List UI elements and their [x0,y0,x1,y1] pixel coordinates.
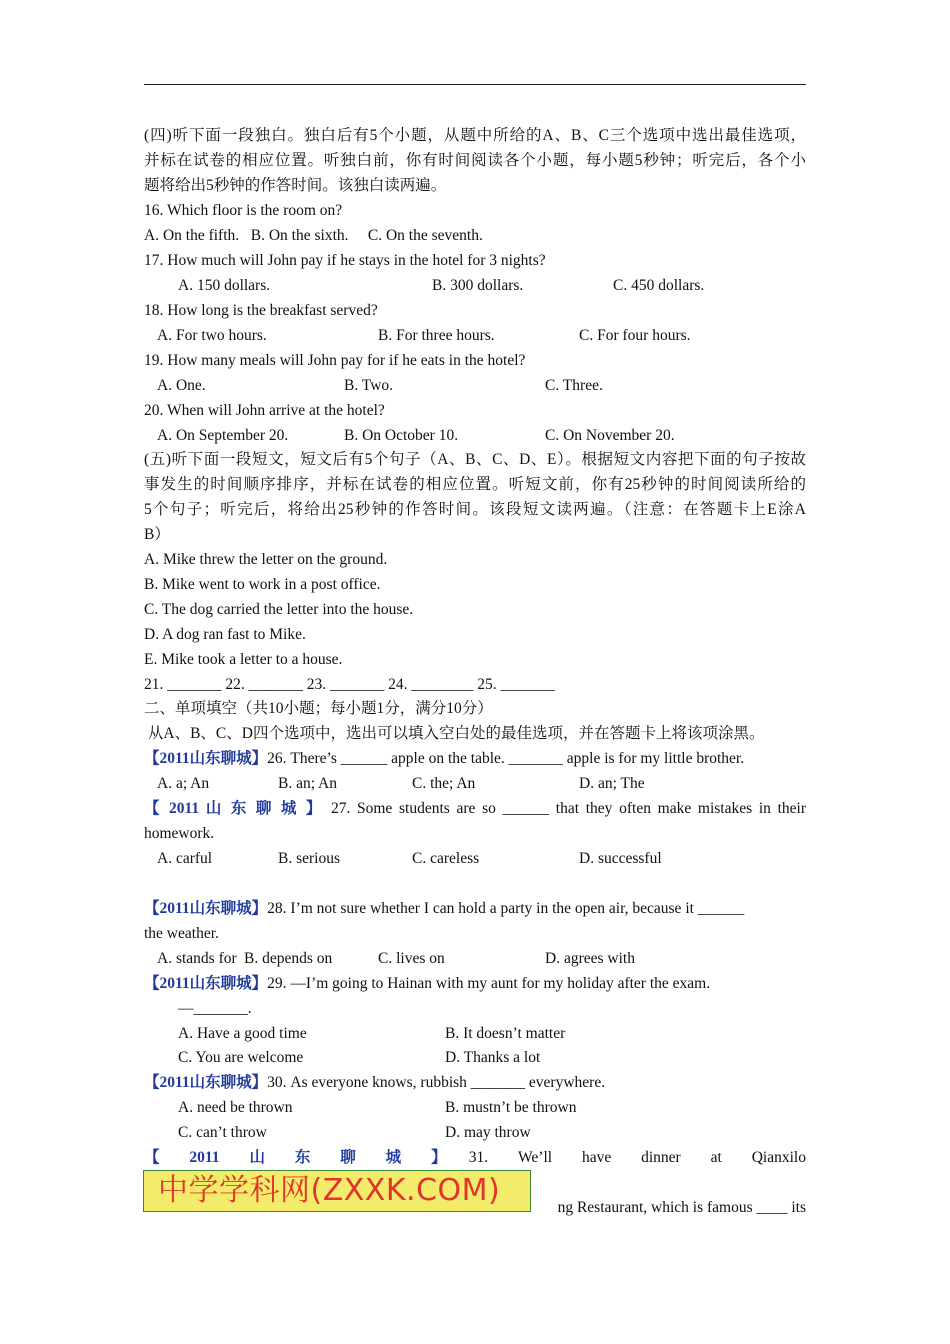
question-30-options-row1 [144,1095,806,1120]
question-20-options [144,423,806,448]
question-18-options [144,323,806,348]
option-b: B. It doesn’t matter [445,1025,566,1042]
source-tag: 【2011山东聊城】 [144,900,268,917]
question-19-stem: 19. How many meals will John pay for if he eats in the hotel? [144,352,526,369]
option-c: C. On November 20. [545,427,675,444]
question-28-stem [144,896,806,921]
header-rule [144,84,806,85]
source-tag: 【2011山东聊城】 [144,1074,268,1091]
sentence-b: B. Mike went to work in a post office. [144,576,381,593]
question-19-options [144,373,806,398]
question-26-stem [144,746,806,771]
sentence-c: C. The dog carried the letter into the house. [144,601,414,618]
source-tag: 【2011山东聊城】 [144,750,268,767]
option-a: A. carful [157,850,213,867]
sentence-e: E. Mike took a letter to a house. [144,651,343,668]
option-b: B. an; An [278,775,337,792]
source-tag: 【2011山东聊城】 [144,975,268,992]
source-tag: 【 2011 山 东 聊 城 】 [144,800,325,817]
question-27-options [144,846,806,871]
option-b: B. serious [278,850,340,867]
option-c: C. can’t throw [178,1124,267,1141]
question-16-stem: 16. Which floor is the room on? [144,202,343,219]
question-text: 26. There’s ______ apple on the table. _______ apple is for my little brother. [267,750,745,767]
option-b: B. depends on [244,950,333,967]
section4-instruction: 并标在试卷的相应位置。听独白前，你有时间阅读各个小题，每小题5秒钟；听完后，各个小 [144,152,806,169]
question-30-stem [144,1070,806,1095]
question-16-options: A. On the fifth. B. On the sixth. C. On the seventh. [144,227,483,244]
option-a: A. One. [157,377,206,394]
question-28-options [144,946,806,971]
zxxk-watermark-logo: 中学学科网(ZXXK.COM) [143,1170,531,1212]
question-29-stem-cont [144,996,806,1021]
option-d: D. may throw [445,1124,531,1141]
question-31-stem-cont: ng Restaurant, which is famous ____ its [557,1199,806,1216]
section5-instruction: 5个句子；听完后，将给出25秒钟的作答时间。该段短文读两遍。（注意：在答题卡上E涂A [144,501,806,518]
option-c: C. 450 dollars. [613,277,705,294]
dialogue-reply: —_______. [178,1000,252,1017]
question-29-options-row2 [144,1045,806,1070]
option-c: C. Three. [545,377,603,394]
question-28-stem-cont: the weather. [144,925,219,942]
answer-blanks: 21. _______ 22. _______ 23. _______ 24. ________ 25. _______ [144,676,555,693]
option-c: C. lives on [378,950,445,967]
source-tag: 【 2011 山 东 聊 城 】 [144,1149,447,1166]
part2-title: 二、单项填空（共10小题；每小题1分，满分10分） [144,700,493,717]
option-a: A. Have a good time [178,1025,307,1042]
option-b: B. mustn’t be thrown [445,1099,577,1116]
option-b: B. For three hours. [378,327,495,344]
question-29-options-row1 [144,1021,806,1046]
option-b: B. Two. [344,377,394,394]
sentence-a: A. Mike threw the letter on the ground. [144,551,388,568]
option-d: D. agrees with [545,950,635,967]
option-a: A. For two hours. [157,327,267,344]
option-a: A. need be thrown [178,1099,293,1116]
section4-instruction: 题将给出5秒钟的作答时间。该独白读两遍。 [144,177,447,194]
option-c: C. the; An [412,775,476,792]
option-a: A. On September 20. [157,427,289,444]
sentence-d: D. A dog ran fast to Mike. [144,626,306,643]
part2-instruction: 从A、B、C、D四个选项中，选出可以填入空白处的最佳选项，并在答题卡上将该项涂黑。 [144,725,765,742]
option-c: C. You are welcome [178,1049,304,1066]
question-text: 28. I’m not sure whether I can hold a party in the open air, because it ______ [267,900,745,917]
option-b: B. 300 dollars. [432,277,524,294]
question-text: 30. As everyone knows, rubbish _______ everywhere. [267,1074,606,1091]
option-a: A. a; An [157,775,210,792]
question-27-stem-cont: homework. [144,825,215,842]
question-17-stem: 17. How much will John pay if he stays in the hotel for 3 nights? [144,252,546,269]
option-b: B. On October 10. [344,427,459,444]
option-a: A. stands for [157,950,237,967]
question-18-stem: 18. How long is the breakfast served? [144,302,378,319]
option-d: D. Thanks a lot [445,1049,541,1066]
question-17-options [144,273,806,298]
section5-instruction: B） [144,526,170,543]
question-text: 27. Some students are so ______ that they often make mistakes in their [330,800,806,817]
section5-instruction: (五)听下面一段短文，短文后有5个句子（A、B、C、D、E）。根据短文内容把下面的句子按故 [144,451,806,468]
question-27-stem [144,796,806,821]
section5-instruction: 事发生的时间顺序排序，并标在试卷的相应位置。听短文前，你有25秒钟的时间阅读所给的 [144,476,806,493]
option-c: C. For four hours. [579,327,691,344]
question-text: 31. We’ll have dinner at Qianxilo [468,1149,806,1166]
question-30-options-row2 [144,1120,806,1145]
section4-instruction: (四)听下面一段独白。独白后有5个小题，从题中所给的A、B、C三个选项中选出最佳选项， [144,127,806,144]
question-26-options [144,771,806,796]
option-c: C. careless [412,850,480,867]
question-29-stem [144,971,806,996]
question-20-stem: 20. When will John arrive at the hotel? [144,402,385,419]
option-a: A. 150 dollars. [178,277,271,294]
question-31-stem [144,1145,806,1170]
option-d: D. an; The [579,775,645,792]
question-text: 29. —I’m going to Hainan with my aunt for my holiday after the exam. [267,975,711,992]
option-d: D. successful [579,850,662,867]
